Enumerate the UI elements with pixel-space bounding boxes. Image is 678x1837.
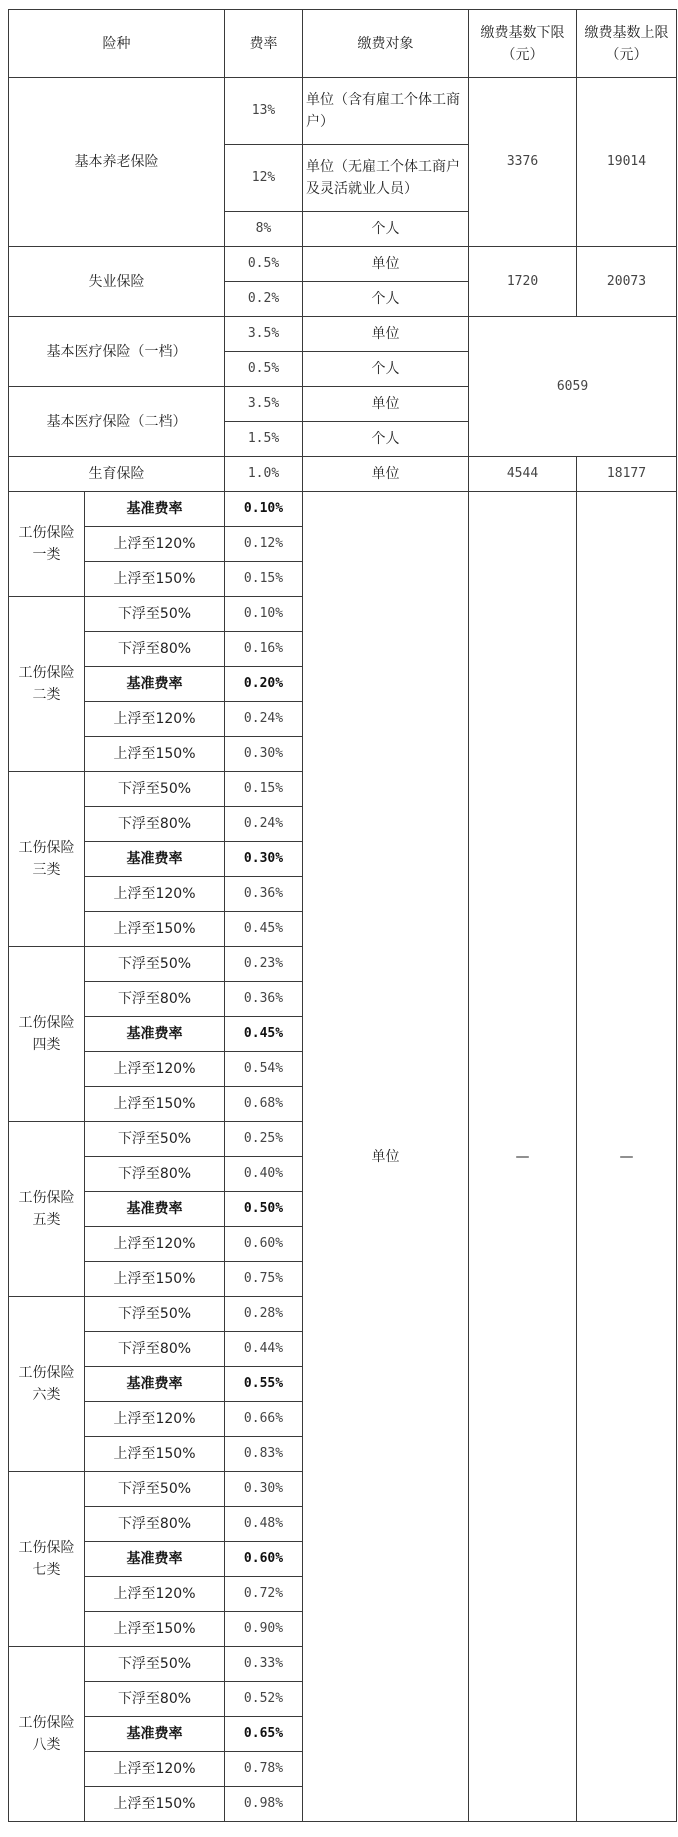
injury-adjustment-label: 下浮至50%: [85, 1472, 225, 1507]
injury-rate: 0.72%: [225, 1577, 303, 1612]
injury-rate: 0.66%: [225, 1402, 303, 1437]
injury-rate: 0.15%: [225, 562, 303, 597]
injury-rate: 0.33%: [225, 1647, 303, 1682]
injury-class-name: 工伤保险八类: [9, 1647, 85, 1822]
injury-adjustment-label: 上浮至150%: [85, 912, 225, 947]
injury-adjustment-label: 上浮至150%: [85, 1087, 225, 1122]
injury-adjustment-label: 下浮至80%: [85, 982, 225, 1017]
medical1-payer-2: 个人: [303, 352, 469, 387]
injury-class-name: 工伤保险六类: [9, 1297, 85, 1472]
injury-class-name: 工伤保险三类: [9, 772, 85, 947]
header-payer: 缴费对象: [303, 10, 469, 78]
unemployment-rate-2: 0.2%: [225, 282, 303, 317]
injury-adjustment-label: 基准费率: [85, 1717, 225, 1752]
injury-rate: 0.68%: [225, 1087, 303, 1122]
injury-rate: 0.45%: [225, 912, 303, 947]
header-base-min: 缴费基数下限（元）: [469, 10, 577, 78]
injury-adjustment-label: 基准费率: [85, 1017, 225, 1052]
injury-adjustment-label: 下浮至80%: [85, 1332, 225, 1367]
injury-rate: 0.16%: [225, 632, 303, 667]
unemployment-base-max: 20073: [577, 247, 677, 317]
injury-rate: 0.44%: [225, 1332, 303, 1367]
injury-adjustment-label: 上浮至120%: [85, 1577, 225, 1612]
table-row: [9, 317, 677, 352]
injury-adjustment-label: 下浮至80%: [85, 807, 225, 842]
unemployment-payer-1: 单位: [303, 247, 469, 282]
injury-rate: 0.30%: [225, 737, 303, 772]
injury-rate: 0.23%: [225, 947, 303, 982]
pension-name: 基本养老保险: [9, 78, 225, 247]
injury-rate: 0.98%: [225, 1787, 303, 1822]
pension-payer-1: 单位（含有雇工个体工商户）: [303, 78, 469, 145]
injury-adjustment-label: 下浮至80%: [85, 632, 225, 667]
injury-adjustment-label: 下浮至50%: [85, 597, 225, 632]
medical1-payer-1: 单位: [303, 317, 469, 352]
medical2-payer-1: 单位: [303, 387, 469, 422]
injury-rate: 0.24%: [225, 702, 303, 737]
pension-payer-2: 单位（无雇工个体工商户及灵活就业人员）: [303, 145, 469, 212]
injury-rate: 0.60%: [225, 1227, 303, 1262]
injury-rate: 0.30%: [225, 842, 303, 877]
injury-rate: 0.52%: [225, 1682, 303, 1717]
injury-adjustment-label: 上浮至120%: [85, 1752, 225, 1787]
medical2-payer-2: 个人: [303, 422, 469, 457]
pension-rate-1: 13%: [225, 78, 303, 145]
table-row: [9, 457, 677, 492]
pension-base-min: 3376: [469, 78, 577, 247]
pension-payer-3: 个人: [303, 212, 469, 247]
medical-base: 6059: [469, 317, 677, 457]
injury-adjustment-label: 下浮至50%: [85, 1647, 225, 1682]
injury-adjustment-label: 上浮至150%: [85, 737, 225, 772]
injury-rate: 0.45%: [225, 1017, 303, 1052]
injury-rate: 0.90%: [225, 1612, 303, 1647]
injury-rate: 0.40%: [225, 1157, 303, 1192]
maternity-rate: 1.0%: [225, 457, 303, 492]
injury-rate: 0.48%: [225, 1507, 303, 1542]
injury-adjustment-label: 基准费率: [85, 492, 225, 527]
injury-adjustment-label: 上浮至150%: [85, 1437, 225, 1472]
injury-rate: 0.36%: [225, 982, 303, 1017]
injury-row: [9, 492, 677, 527]
injury-adjustment-label: 上浮至150%: [85, 1612, 225, 1647]
injury-adjustment-label: 上浮至150%: [85, 1787, 225, 1822]
injury-adjustment-label: 下浮至50%: [85, 1297, 225, 1332]
injury-adjustment-label: 下浮至50%: [85, 1122, 225, 1157]
injury-rate: 0.36%: [225, 877, 303, 912]
injury-adjustment-label: 上浮至120%: [85, 877, 225, 912]
injury-rate: 0.10%: [225, 492, 303, 527]
injury-adjustment-label: 上浮至120%: [85, 527, 225, 562]
medical2-rate-2: 1.5%: [225, 422, 303, 457]
header-type: 险种: [9, 10, 225, 78]
table-row: [9, 78, 677, 145]
injury-base-min: —: [469, 492, 577, 1822]
injury-adjustment-label: 下浮至50%: [85, 772, 225, 807]
injury-rate: 0.54%: [225, 1052, 303, 1087]
injury-class-name: 工伤保险四类: [9, 947, 85, 1122]
injury-rate: 0.28%: [225, 1297, 303, 1332]
injury-rate: 0.83%: [225, 1437, 303, 1472]
injury-class-name: 工伤保险一类: [9, 492, 85, 597]
injury-base-max: —: [577, 492, 677, 1822]
injury-adjustment-label: 上浮至120%: [85, 1402, 225, 1437]
injury-rate: 0.10%: [225, 597, 303, 632]
injury-adjustment-label: 上浮至150%: [85, 1262, 225, 1297]
maternity-base-max: 18177: [577, 457, 677, 492]
injury-adjustment-label: 上浮至120%: [85, 1227, 225, 1262]
injury-rate: 0.25%: [225, 1122, 303, 1157]
injury-adjustment-label: 下浮至80%: [85, 1507, 225, 1542]
injury-class-name: 工伤保险二类: [9, 597, 85, 772]
medical2-rate-1: 3.5%: [225, 387, 303, 422]
injury-adjustment-label: 下浮至50%: [85, 947, 225, 982]
injury-adjustment-label: 上浮至150%: [85, 562, 225, 597]
injury-adjustment-label: 基准费率: [85, 1192, 225, 1227]
injury-adjustment-label: 基准费率: [85, 1542, 225, 1577]
injury-rate: 0.24%: [225, 807, 303, 842]
injury-payer: 单位: [303, 492, 469, 1822]
maternity-base-min: 4544: [469, 457, 577, 492]
injury-adjustment-label: 基准费率: [85, 842, 225, 877]
medical1-name: 基本医疗保险（一档）: [9, 317, 225, 387]
maternity-name: 生育保险: [9, 457, 225, 492]
injury-adjustment-label: 下浮至80%: [85, 1157, 225, 1192]
unemployment-base-min: 1720: [469, 247, 577, 317]
injury-adjustment-label: 下浮至80%: [85, 1682, 225, 1717]
header-base-max: 缴费基数上限（元）: [577, 10, 677, 78]
injury-rate: 0.50%: [225, 1192, 303, 1227]
injury-rate: 0.60%: [225, 1542, 303, 1577]
pension-rate-3: 8%: [225, 212, 303, 247]
unemployment-name: 失业保险: [9, 247, 225, 317]
injury-rate: 0.30%: [225, 1472, 303, 1507]
injury-rate: 0.55%: [225, 1367, 303, 1402]
medical1-rate-2: 0.5%: [225, 352, 303, 387]
injury-class-name: 工伤保险五类: [9, 1122, 85, 1297]
injury-rate: 0.65%: [225, 1717, 303, 1752]
injury-rate: 0.20%: [225, 667, 303, 702]
unemployment-payer-2: 个人: [303, 282, 469, 317]
medical2-name: 基本医疗保险（二档）: [9, 387, 225, 457]
medical1-rate-1: 3.5%: [225, 317, 303, 352]
injury-rate: 0.78%: [225, 1752, 303, 1787]
injury-adjustment-label: 基准费率: [85, 667, 225, 702]
injury-adjustment-label: 上浮至120%: [85, 1052, 225, 1087]
unemployment-rate-1: 0.5%: [225, 247, 303, 282]
insurance-rate-table: [8, 9, 677, 1822]
pension-rate-2: 12%: [225, 145, 303, 212]
injury-rate: 0.75%: [225, 1262, 303, 1297]
injury-adjustment-label: 基准费率: [85, 1367, 225, 1402]
injury-rate: 0.12%: [225, 527, 303, 562]
injury-class-name: 工伤保险七类: [9, 1472, 85, 1647]
pension-base-max: 19014: [577, 78, 677, 247]
injury-rate: 0.15%: [225, 772, 303, 807]
table-row: [9, 247, 677, 282]
maternity-payer: 单位: [303, 457, 469, 492]
header-row: [9, 10, 677, 78]
header-rate: 费率: [225, 10, 303, 78]
injury-adjustment-label: 上浮至120%: [85, 702, 225, 737]
